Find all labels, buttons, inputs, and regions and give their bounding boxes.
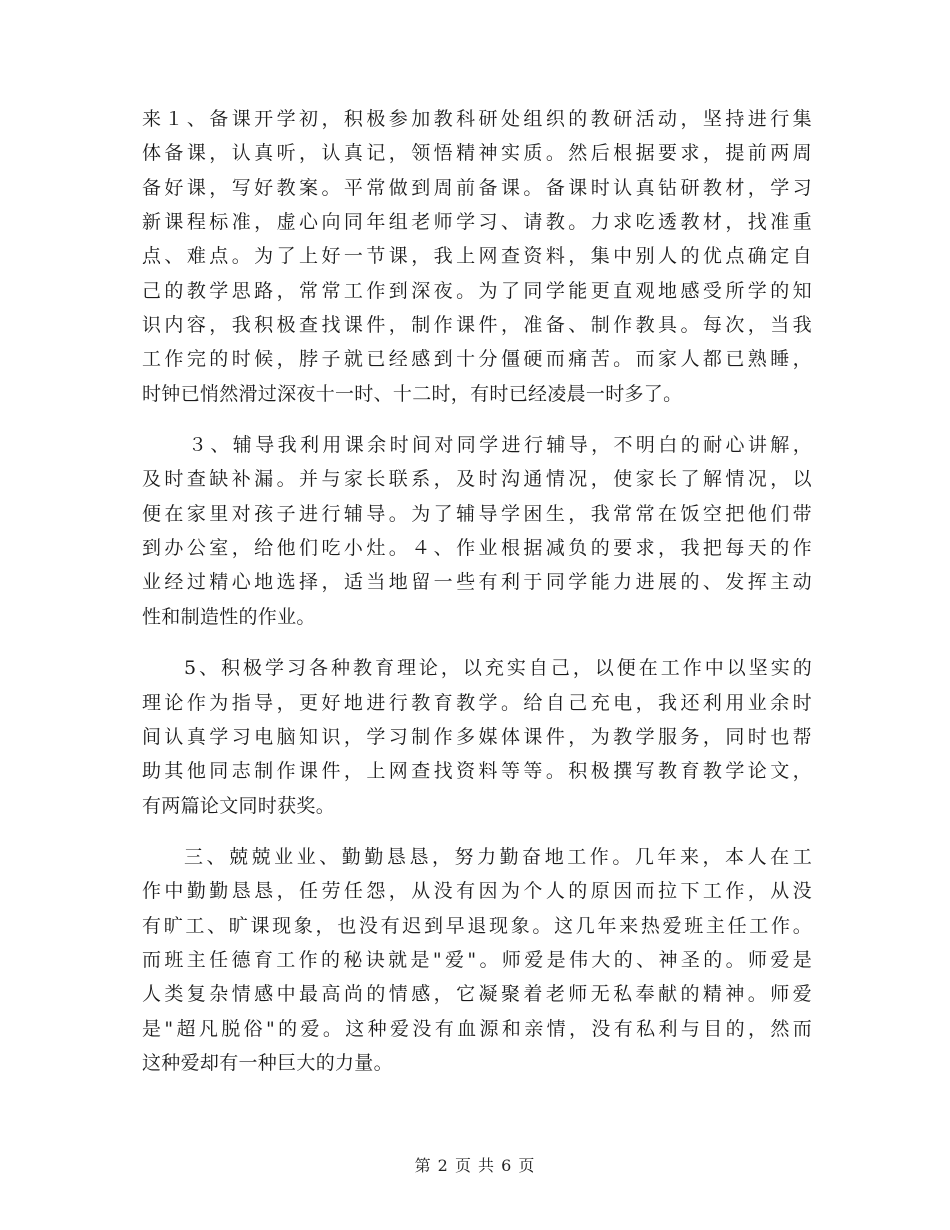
text-line: 备好课，写好教案。平常做到周前备课。备课时认真钻研教材，学习: [142, 176, 812, 199]
text-line: 己的教学思路，常常工作到深夜。为了同学能更直观地感受所学的知: [142, 279, 812, 302]
text-line: 是"超凡脱俗"的爱。这种爱没有血源和亲情，没有私利与目的，然而: [142, 1017, 812, 1040]
text-line: 便在家里对孩子进行辅导。为了辅导学困生，我常常在饭空把他们带: [142, 502, 812, 525]
page-number-footer: 第 2 页 共 6 页: [414, 1156, 536, 1175]
text-line: 5、积极学习各种教育理论，以充实自己，以便在工作中以坚实的: [184, 657, 812, 680]
text-line: 体备课，认真听，认真记，领悟精神实质。然后根据要求，提前两周: [142, 142, 812, 165]
text-line: 新课程标准，虚心向同年组老师学习、请教。力求吃透教材，找准重: [142, 211, 812, 234]
text-line: 三、兢兢业业、勤勤恳恳，努力勤奋地工作。几年来，本人在工: [184, 845, 812, 868]
text-line: 助其他同志制作课件，上网查找资料等等。积极撰写教育教学论文，: [142, 760, 812, 783]
text-line: 点、难点。为了上好一节课，我上网查资料，集中别人的优点确定自: [142, 245, 812, 268]
text-line: 到办公室，给他们吃小灶。４、作业根据减负的要求，我把每天的作: [142, 537, 812, 560]
text-line: 来１、备课开学初，积极参加教科研处组织的教研活动，坚持进行集: [142, 108, 812, 130]
paragraph-education-theory: [142, 651, 812, 823]
text-line: 时钟已悄然滑过深夜十一时、十二时，有时已经凌晨一时多了。: [142, 382, 683, 405]
paragraph-lesson-prep: [142, 102, 812, 411]
text-line: 这种爱却有一种巨大的力量。: [142, 1051, 393, 1074]
document-body: [142, 102, 812, 1080]
text-line: 间认真学习电脑知识，学习制作多媒体课件，为教学服务，同时也帮: [142, 725, 812, 748]
paragraph-diligent-work: [142, 840, 812, 1080]
text-line: 而班主任德育工作的秘诀就是"爱"。师爱是伟大的、神圣的。师爱是: [142, 948, 812, 971]
text-line: 识内容，我积极查找课件，制作课件，准备、制作教具。每次，当我: [142, 314, 812, 337]
paragraph-tutoring: [142, 428, 812, 634]
text-line: 有两篇论文同时获奖。: [142, 794, 336, 817]
text-line: 工作完的时候，脖子就已经感到十分僵硬而痛苦。而家人都已熟睡，: [142, 348, 812, 371]
text-line: 业经过精心地选择，适当地留一些有利于同学能力进展的、发挥主动: [142, 571, 812, 594]
text-line: 作中勤勤恳恳，任劳任怨，从没有因为个人的原因而拉下工作，从没: [142, 880, 812, 903]
text-line: 人类复杂情感中最高尚的情感，它凝聚着老师无私奉献的精神。师爱: [142, 983, 812, 1006]
text-line: 有旷工、旷课现象，也没有迟到早退现象。这几年来热爱班主任工作。: [142, 914, 812, 937]
text-line: 理论作为指导，更好地进行教育教学。给自己充电，我还利用业余时: [142, 691, 812, 714]
text-line: 性和制造性的作业。: [142, 605, 316, 628]
text-line: ３、辅导我利用课余时间对同学进行辅导，不明白的耐心讲解，: [188, 434, 812, 457]
text-line: 及时查缺补漏。并与家长联系，及时沟通情况，使家长了解情况，以: [142, 468, 812, 491]
